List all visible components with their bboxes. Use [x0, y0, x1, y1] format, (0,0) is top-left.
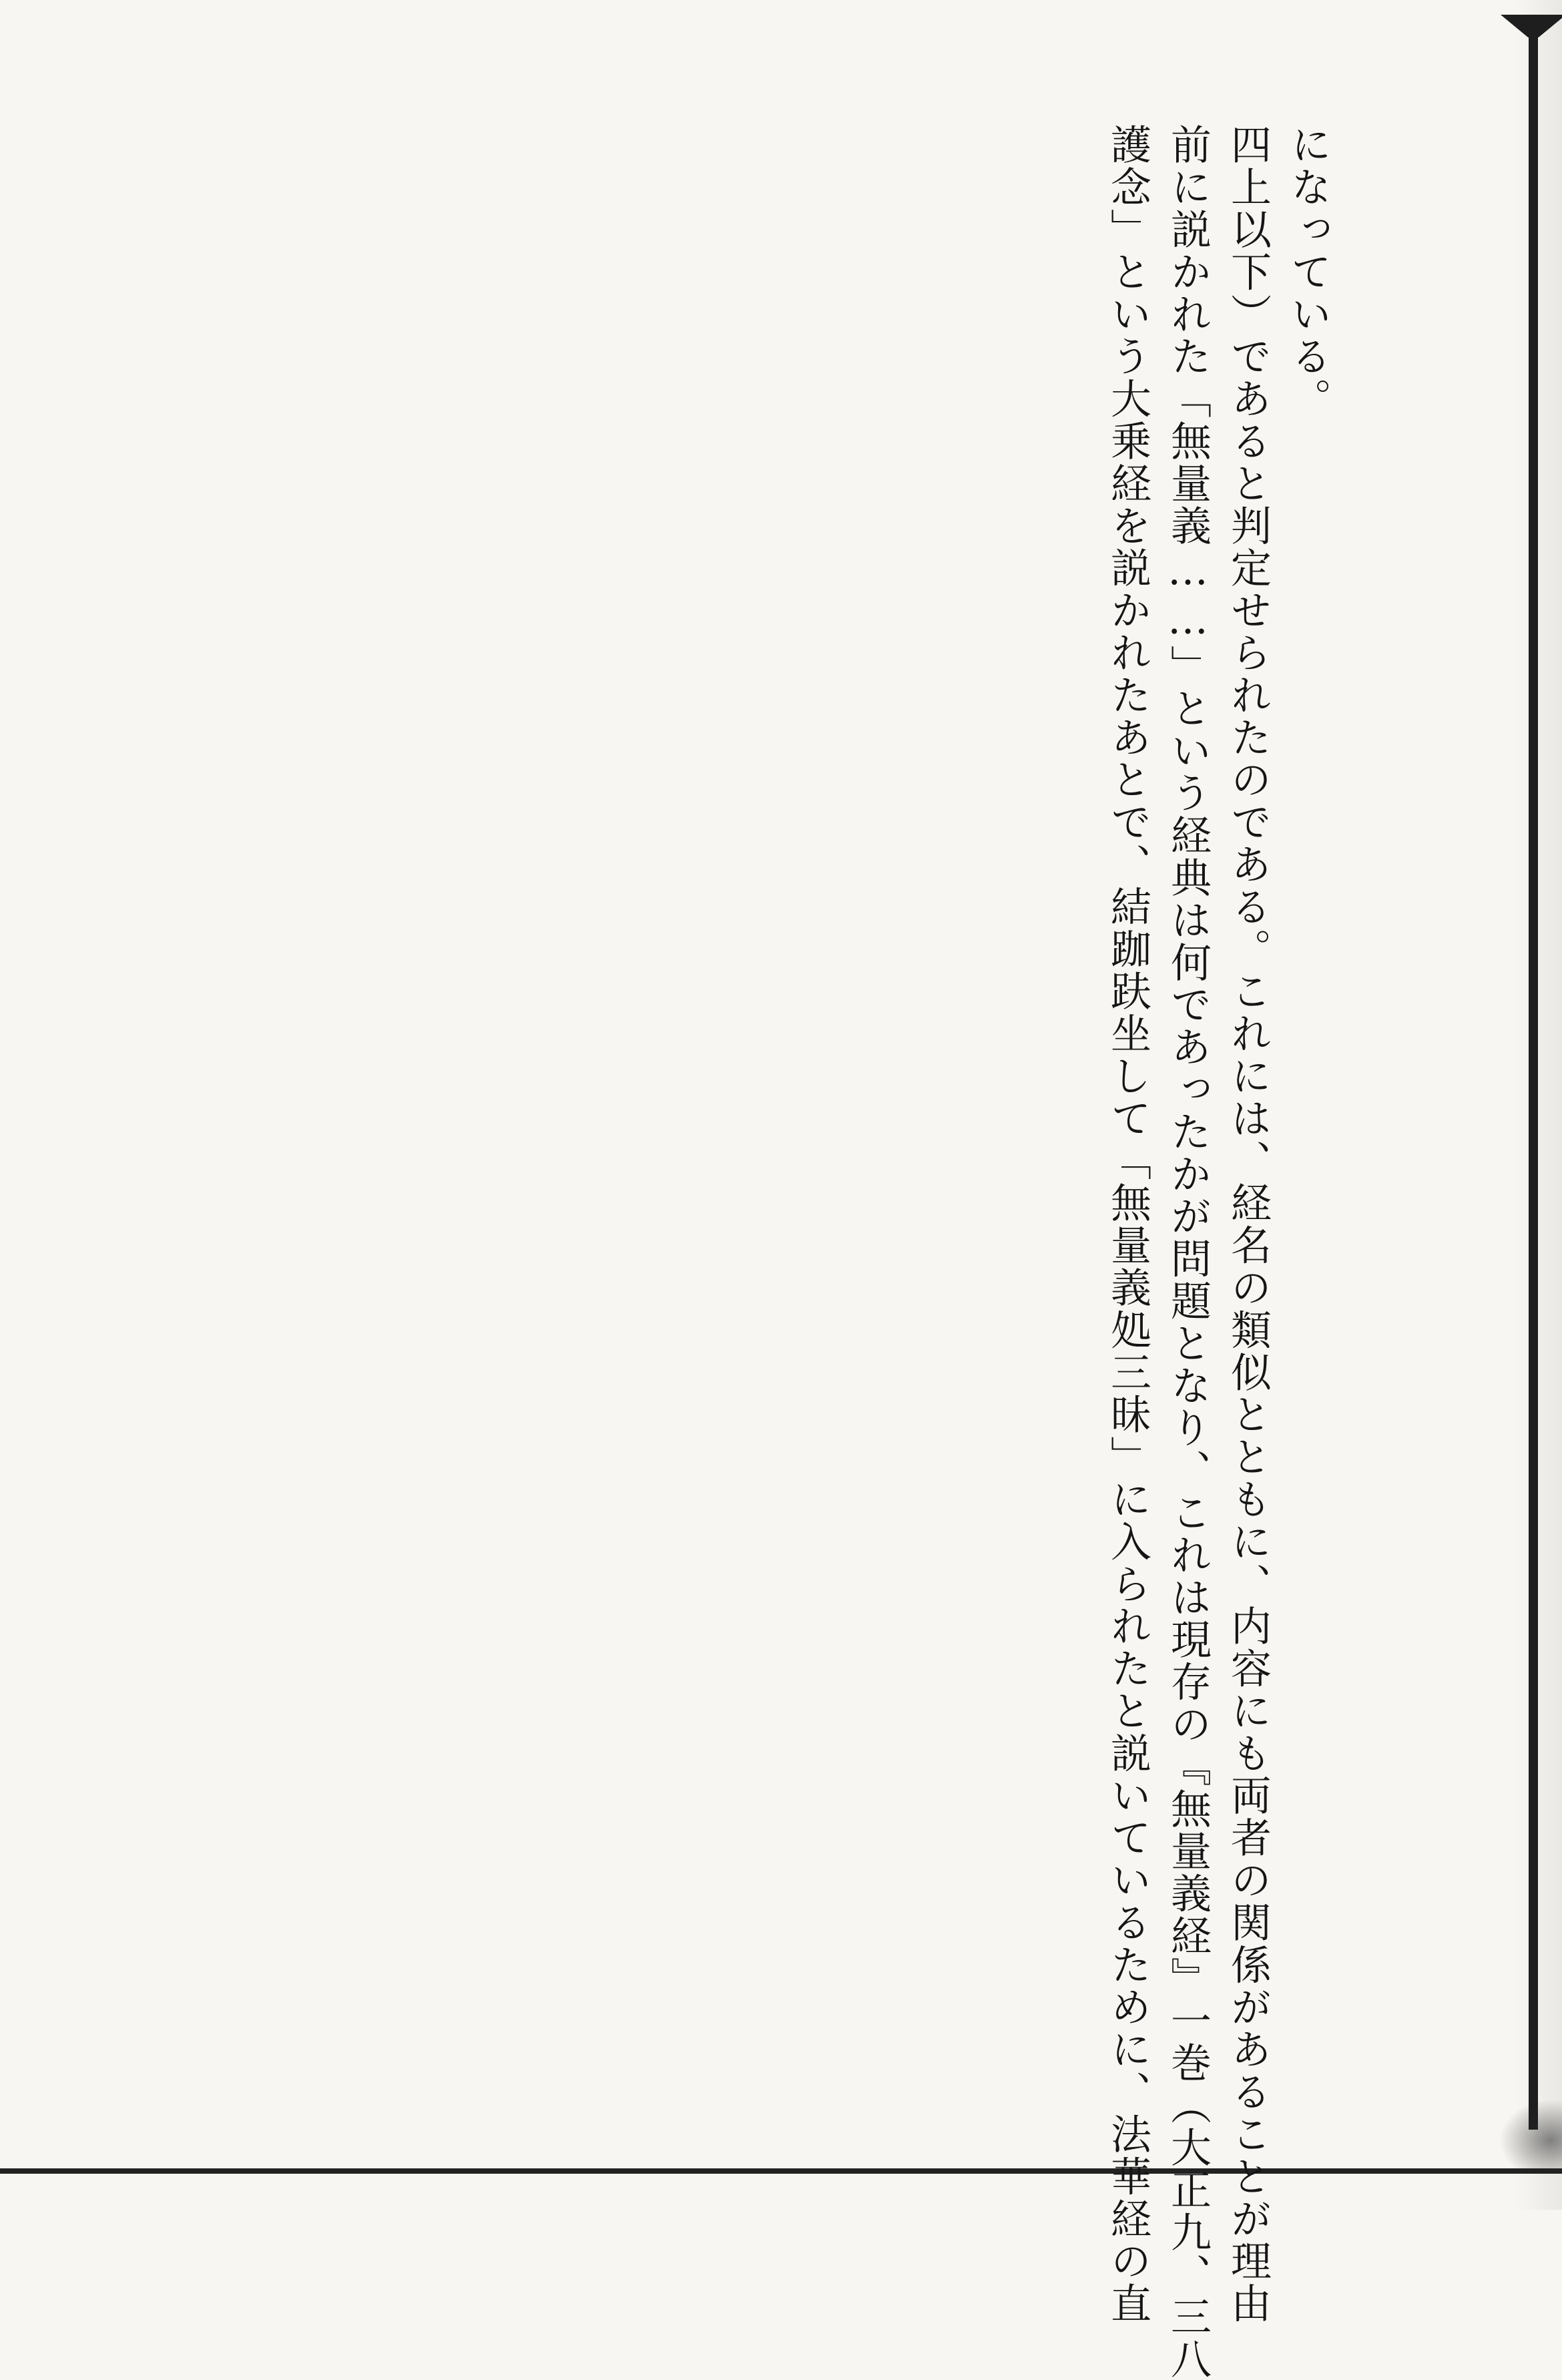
text-run: 四上以下）であると判定せられたのである。これには、経名の類似とともに、内容にも両者の関係があることが理由 — [1224, 124, 1272, 2325]
text-run: 護念」という大乗経を説かれたあとで、結跏趺坐して「無量義処三昧」に入られたと説いているために、法華経の直 — [1104, 124, 1151, 2325]
text-column — [1157, 124, 1217, 2380]
bottom-rule — [0, 2168, 1562, 2174]
text-run: 前に説かれた「無量義……」という経典は何であったかが問題となり、これは現存の『無量義経』一巻（大正九、三八 — [1164, 124, 1212, 2380]
binding-rule-tail — [1495, 2096, 1562, 2170]
text-column — [1277, 124, 1337, 1833]
text-run: になっている。 — [1284, 124, 1332, 420]
vertical-text-block — [214, 124, 1335, 2380]
text-column — [1097, 124, 1157, 2325]
text-column — [1217, 124, 1277, 2325]
binding-rule — [1529, 27, 1538, 2130]
page-edge-shadow — [1515, 0, 1562, 2210]
